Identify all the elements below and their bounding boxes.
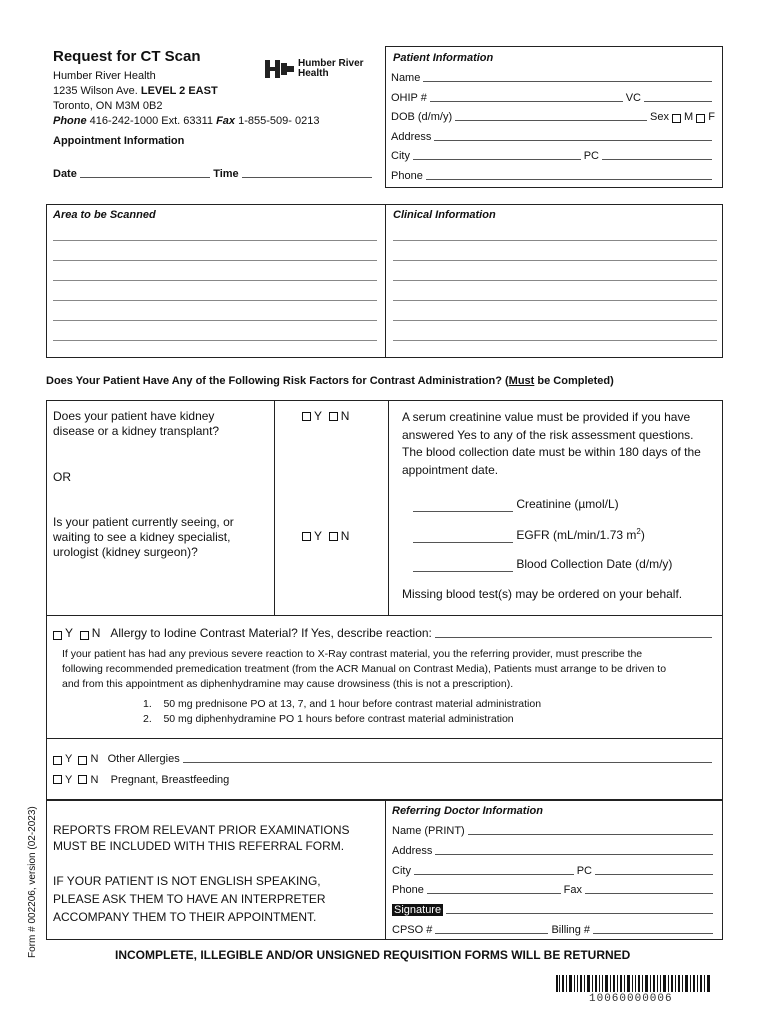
ohip-field[interactable] — [430, 101, 623, 102]
creatinine-row: Creatinine (µmol/L) — [413, 497, 619, 512]
date-field[interactable] — [80, 177, 210, 178]
iodine-reaction-field[interactable] — [435, 637, 712, 638]
pregnant-row: Y N Pregnant, Breastfeeding — [53, 774, 229, 786]
pregnant-no-checkbox[interactable] — [78, 775, 87, 784]
doctor-cpso-billing-row: CPSO # Billing # — [392, 924, 716, 936]
missing-blood-test-note: Missing blood test(s) may be ordered on your behalf. — [402, 587, 683, 601]
barcode — [556, 975, 712, 992]
clinical-info-title: Clinical Information — [393, 209, 496, 221]
appointment-date-time: Date Time — [53, 168, 375, 180]
patient-phone-row: Phone — [391, 170, 715, 182]
premedication-item-1: 1. 50 mg prednisone PO at 13, 7, and 1 hour before contrast material administration — [143, 698, 542, 710]
or-label: OR — [53, 470, 71, 484]
doctor-phone-fax-row: Phone Fax — [392, 884, 716, 896]
humber-river-logo — [265, 59, 295, 84]
patient-city-field[interactable] — [413, 159, 581, 160]
creatinine-instructions: A serum creatinine value must be provided if you have answered Yes to any of the risk assessment questions. The blood collection date must be within 180 days of the appointment date. — [402, 410, 701, 477]
scan-clinical-divider — [385, 204, 386, 358]
area-scanned-title: Area to be Scanned — [53, 209, 156, 221]
iodine-yes-checkbox[interactable] — [53, 631, 62, 640]
doctor-pc-field[interactable] — [595, 874, 713, 875]
blood-date-row: Blood Collection Date (d/m/y) — [413, 557, 672, 572]
premedication-item-2: 2. 50 mg diphenhydramine PO 1 hours before contrast material administration — [143, 713, 514, 725]
kidney-disease-question: Does your patient have kidney disease or a kidney transplant? — [53, 409, 220, 438]
kidney-disease-no-checkbox[interactable] — [329, 412, 338, 421]
vc-field[interactable] — [644, 101, 712, 102]
barcode-number: 10060000006 — [589, 993, 673, 1005]
dob-field[interactable] — [455, 120, 647, 121]
form-title: Request for CT Scan — [53, 48, 201, 65]
iodine-no-checkbox[interactable] — [80, 631, 89, 640]
patient-dob-row: DOB (d/m/y) Sex M F — [391, 111, 715, 123]
signature-field[interactable] — [446, 913, 713, 914]
egfr-row: EGFR (mL/min/1.73 $m^2$) — [413, 527, 645, 543]
doctor-name-field[interactable] — [468, 834, 713, 835]
sex-m-checkbox[interactable] — [672, 114, 681, 123]
other-allergies-no-checkbox[interactable] — [78, 756, 87, 765]
patient-name-row: Name — [391, 72, 715, 84]
prior-reports-notice: REPORTS FROM RELEVANT PRIOR EXAMINATIONS MUST BE INCLUDED WITH THIS REFERRAL FORM. — [53, 823, 350, 853]
kidney-disease-yes-checkbox[interactable] — [302, 412, 311, 421]
pregnant-yes-checkbox[interactable] — [53, 775, 62, 784]
kidney-specialist-yn: Y N — [302, 529, 349, 543]
org-phone-fax: Phone 416-242-1000 Ext. 63311 Fax 1-855-509- 0213 — [53, 115, 320, 127]
org-address-2: Toronto, ON M3M 0B2 — [53, 100, 163, 112]
patient-phone-field[interactable] — [426, 179, 712, 180]
logo-mark-icon — [265, 59, 295, 79]
patient-info-title: Patient Information — [393, 52, 494, 64]
doctor-phone-field[interactable] — [427, 893, 561, 894]
cpso-field[interactable] — [435, 933, 548, 934]
doctor-address-row: Address — [392, 845, 716, 857]
patient-name-field[interactable] — [423, 81, 712, 82]
creatinine-field[interactable] — [413, 497, 513, 512]
patient-address-field[interactable] — [434, 140, 712, 141]
other-allergies-row: Y N Other Allergies — [53, 753, 715, 765]
org-address-1: 1235 Wilson Ave. LEVEL 2 EAST — [53, 85, 218, 97]
sex-f-checkbox[interactable] — [696, 114, 705, 123]
patient-pc-field[interactable] — [602, 159, 712, 160]
incomplete-forms-warning: INCOMPLETE, ILLEGIBLE AND/OR UNSIGNED REQUISITION FORMS WILL BE RETURNED — [115, 948, 631, 962]
doctor-fax-field[interactable] — [585, 893, 713, 894]
kidney-specialist-question: Is your patient currently seeing, or waiting to see a kidney specialist, urologist (kidney surgeon)? — [53, 515, 234, 559]
patient-ohip-row: OHIP # VC — [391, 92, 715, 104]
kidney-specialist-yes-checkbox[interactable] — [302, 532, 311, 541]
iodine-allergy-row: Y N Allergy to Iodine Contrast Material? If Yes, describe reaction: — [53, 626, 715, 640]
kidney-specialist-no-checkbox[interactable] — [329, 532, 338, 541]
blood-collection-date-field[interactable] — [413, 557, 513, 572]
org-name: Humber River Health — [53, 70, 156, 82]
appointment-heading: Appointment Information — [53, 135, 185, 147]
referring-doctor-title: Referring Doctor Information — [392, 805, 543, 817]
billing-field[interactable] — [593, 933, 713, 934]
risk-factors-heading: Does Your Patient Have Any of the Following Risk Factors for Contrast Administration? (Must be Completed) — [46, 375, 614, 387]
patient-address-row: Address — [391, 131, 715, 143]
form-version-label: Form # 002206, version (02-2023) — [27, 806, 38, 958]
signature-label: Signature — [394, 904, 442, 916]
other-allergies-field[interactable] — [183, 762, 712, 763]
egfr-field[interactable] — [413, 528, 513, 543]
doctor-name-row: Name (PRINT) — [392, 825, 716, 837]
premedication-paragraph: If your patient has had any previous severe reaction to X-Ray contrast material, you the referring provider, must prescribe the following recommended premedication treatment (from the ACR Manual on Contrast Media), Patients must arrange to be driven to and from this appointment as diphenhydramine may cause drowsiness (this is not a prescription). — [62, 648, 667, 690]
patient-city-row: City PC — [391, 150, 715, 162]
doctor-city-row: City PC — [392, 865, 716, 877]
doctor-address-field[interactable] — [435, 854, 713, 855]
doctor-city-field[interactable] — [414, 874, 574, 875]
doctor-signature-row — [392, 904, 716, 916]
logo-text: Humber River Health — [298, 58, 364, 79]
kidney-disease-yn: Y N — [302, 409, 349, 423]
interpreter-notice: IF YOUR PATIENT IS NOT ENGLISH SPEAKING, PLEASE ASK THEM TO HAVE AN INTERPRETER ACCOMPANY THEM TO THEIR APPOINTMENT. — [53, 874, 326, 924]
other-allergies-yes-checkbox[interactable] — [53, 756, 62, 765]
time-field[interactable] — [242, 177, 372, 178]
